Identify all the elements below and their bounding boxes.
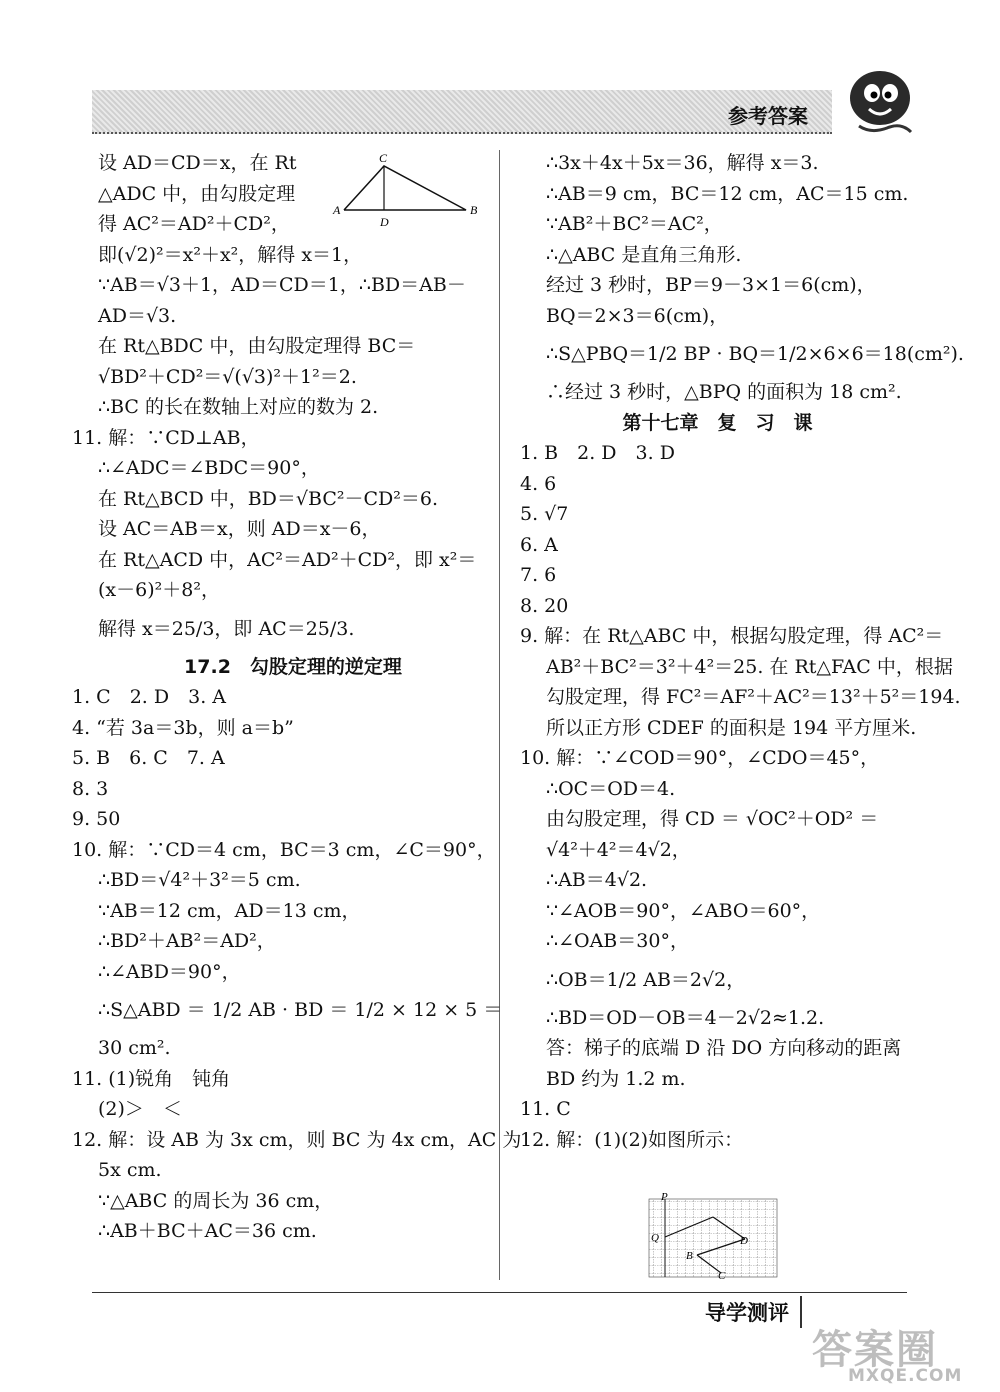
point-p-label: P xyxy=(661,1193,668,1203)
left-column xyxy=(72,148,522,1247)
header-band xyxy=(92,90,832,134)
vertex-d-label: D xyxy=(380,215,389,229)
text-line: ∵△ABC 的周长为 36 cm， xyxy=(98,1189,334,1212)
text-line: ∴BC 的长在数轴上对应的数为 2. xyxy=(98,396,379,418)
text-line: ∴BD＝√4²＋3²＝5 cm. xyxy=(98,869,301,891)
text-line: 5x cm. xyxy=(98,1159,162,1181)
answer-line: 1. B 2. D 3. D xyxy=(520,442,675,464)
answer-line: 9. 50 xyxy=(72,808,121,830)
text-line: ∴S△ABD ＝ 1/2 AB · BD ＝ 1/2 × 12 × 5 ＝ xyxy=(98,999,503,1021)
text-line: 解得 x＝25/3，即 AC＝25/3. xyxy=(98,617,355,640)
vertex-a-label: A xyxy=(333,203,341,217)
text-line: ∴3x＋4x＋5x＝36，解得 x＝3. xyxy=(546,152,819,174)
footer-separator xyxy=(800,1296,802,1328)
answer-line: 8. 20 xyxy=(520,594,569,617)
text-line: (2)＞ ＜ xyxy=(98,1098,182,1120)
text-line: 设 AD＝CD＝x，在 Rt xyxy=(98,152,297,174)
watermark-logo xyxy=(812,1318,992,1388)
text-line: ∴∠ADC＝∠BDC＝90°， xyxy=(98,457,320,479)
question-line: 12. 解：(1)(2)如图所示： xyxy=(520,1128,744,1151)
text-line: 在 Rt△ACD 中，AC²＝AD²＋CD²，即 x²＝ xyxy=(98,548,477,571)
text-line: ∴AB＝4√2. xyxy=(546,869,648,891)
text-line: ∴经过 3 秒时，△BPQ 的面积为 18 cm². xyxy=(546,381,902,403)
answer-line: 11. C xyxy=(520,1098,571,1120)
point-c-label: C xyxy=(718,1270,726,1281)
point-b-label: B xyxy=(686,1250,693,1262)
point-q-label: Q xyxy=(651,1232,659,1244)
text-line: ∴OB＝1/2 AB＝2√2， xyxy=(546,968,746,991)
question-line: 12. 解：设 AB 为 3x cm，则 BC 为 4x cm，AC 为 xyxy=(72,1128,522,1151)
text-line: 在 Rt△BCD 中，BD＝√BC²－CD²＝6. xyxy=(98,487,439,510)
text-line: ∴∠OAB＝30°， xyxy=(546,930,689,952)
text-line: AB²＋BC²＝3²＋4²＝25. 在 Rt△FAC 中，根据 xyxy=(546,655,953,678)
answer-line: 5. √7 xyxy=(520,503,569,525)
right-column xyxy=(520,148,964,1155)
text-line: 即(√2)²＝x²＋x²，解得 x＝1， xyxy=(98,243,363,266)
text-line: 设 AC＝AB＝x，则 AD＝x－6， xyxy=(98,518,381,540)
text-line: ∴AB＋BC＋AC＝36 cm. xyxy=(98,1220,317,1242)
text-line: AD＝√3. xyxy=(98,304,177,327)
answer-line: 5. B 6. C 7. A xyxy=(72,747,225,769)
question-line: 11. 解：∵CD⊥AB， xyxy=(72,426,260,449)
watermark-text: 答案圈 xyxy=(812,1327,938,1373)
text-line: ∴AB＝9 cm，BC＝12 cm，AC＝15 cm. xyxy=(546,182,909,205)
text-line: 经过 3 秒时，BP＝9－3×1＝6(cm)， xyxy=(546,274,876,296)
point-d-label: D xyxy=(740,1235,748,1247)
text-line: 所以正方形 CDEF 的面积是 194 平方厘米. xyxy=(546,716,917,739)
text-line: ∵AB＝12 cm，AD＝13 cm， xyxy=(98,899,361,922)
question-line: 11. (1)锐角 钝角 xyxy=(72,1067,231,1090)
text-line: 由勾股定理，得 CD ＝ √OC²＋OD² ＝ xyxy=(546,808,879,830)
footer-label: 导学测评 xyxy=(705,1301,789,1325)
grid-figure xyxy=(645,1193,780,1281)
vertex-b-label: B xyxy=(470,203,478,217)
text-line: ∴∠ABD＝90°， xyxy=(98,960,241,983)
text-line: (x－6)²＋8²， xyxy=(98,579,220,601)
question-line: 10. 解：∵∠COD＝90°，∠CDO＝45°， xyxy=(520,747,880,769)
text-line: ∵∠AOB＝90°，∠ABO＝60°， xyxy=(546,899,821,922)
text-line: ∵AB＝√3＋1，AD＝CD＝1，∴BD＝AB－ xyxy=(98,274,466,296)
page-title: 参考答案 xyxy=(728,104,808,128)
question-line: 10. 解：∵CD＝4 cm，BC＝3 cm，∠C＝90°， xyxy=(72,838,496,861)
column-divider xyxy=(499,150,500,1280)
section-heading: 17.2 勾股定理的逆定理 xyxy=(184,655,402,678)
watermark-url: MXQE.COM xyxy=(848,1366,963,1386)
answer-line: 4. “若 3a＝3b，则 a＝b” xyxy=(72,716,294,739)
mascot-icon xyxy=(835,62,925,142)
text-line: ∵AB²＋BC²＝AC²， xyxy=(546,213,723,235)
text-line: ∴△ABC 是直角三角形. xyxy=(546,243,742,266)
text-line: ∴S△PBQ＝1/2 BP · BQ＝1/2×6×6＝18(cm²). xyxy=(546,343,964,365)
answer-line: 6. A xyxy=(520,533,558,556)
footer-rule xyxy=(92,1292,907,1293)
text-line: 答：梯子的底端 D 沿 DO 方向移动的距离 xyxy=(546,1037,902,1059)
text-line: BD 约为 1.2 m. xyxy=(546,1067,686,1090)
text-line: △ADC 中，由勾股定理 xyxy=(98,182,296,205)
answer-line: 4. 6 xyxy=(520,472,557,495)
answer-line: 8. 3 xyxy=(72,777,109,800)
text-line: 勾股定理，得 FC²＝AF²＋AC²＝13²＋5²＝194. xyxy=(546,686,961,708)
vertex-c-label: C xyxy=(379,151,388,165)
text-line: √4²＋4²＝4√2， xyxy=(546,838,691,861)
section-heading: 第十七章 复 习 课 xyxy=(622,411,813,434)
question-line: 9. 解：在 Rt△ABC 中，根据勾股定理，得 AC²＝ xyxy=(520,625,944,647)
text-line: 30 cm². xyxy=(98,1037,171,1059)
answer-line: 1. C 2. D 3. A xyxy=(72,686,226,708)
text-line: 在 Rt△BDC 中，由勾股定理得 BC＝ xyxy=(98,335,416,357)
answer-line: 7. 6 xyxy=(520,564,557,586)
text-line: 得 AC²＝AD²＋CD²， xyxy=(98,213,290,235)
text-line: BQ＝2×3＝6(cm)， xyxy=(546,304,729,327)
text-line: √BD²＋CD²＝√(√3)²＋1²＝2. xyxy=(98,365,357,388)
text-line: ∴BD²＋AB²＝AD²， xyxy=(98,930,276,952)
text-line: ∴OC＝OD＝4. xyxy=(546,777,676,800)
text-line: ∴BD＝OD－OB＝4－2√2≈1.2. xyxy=(546,1006,825,1029)
